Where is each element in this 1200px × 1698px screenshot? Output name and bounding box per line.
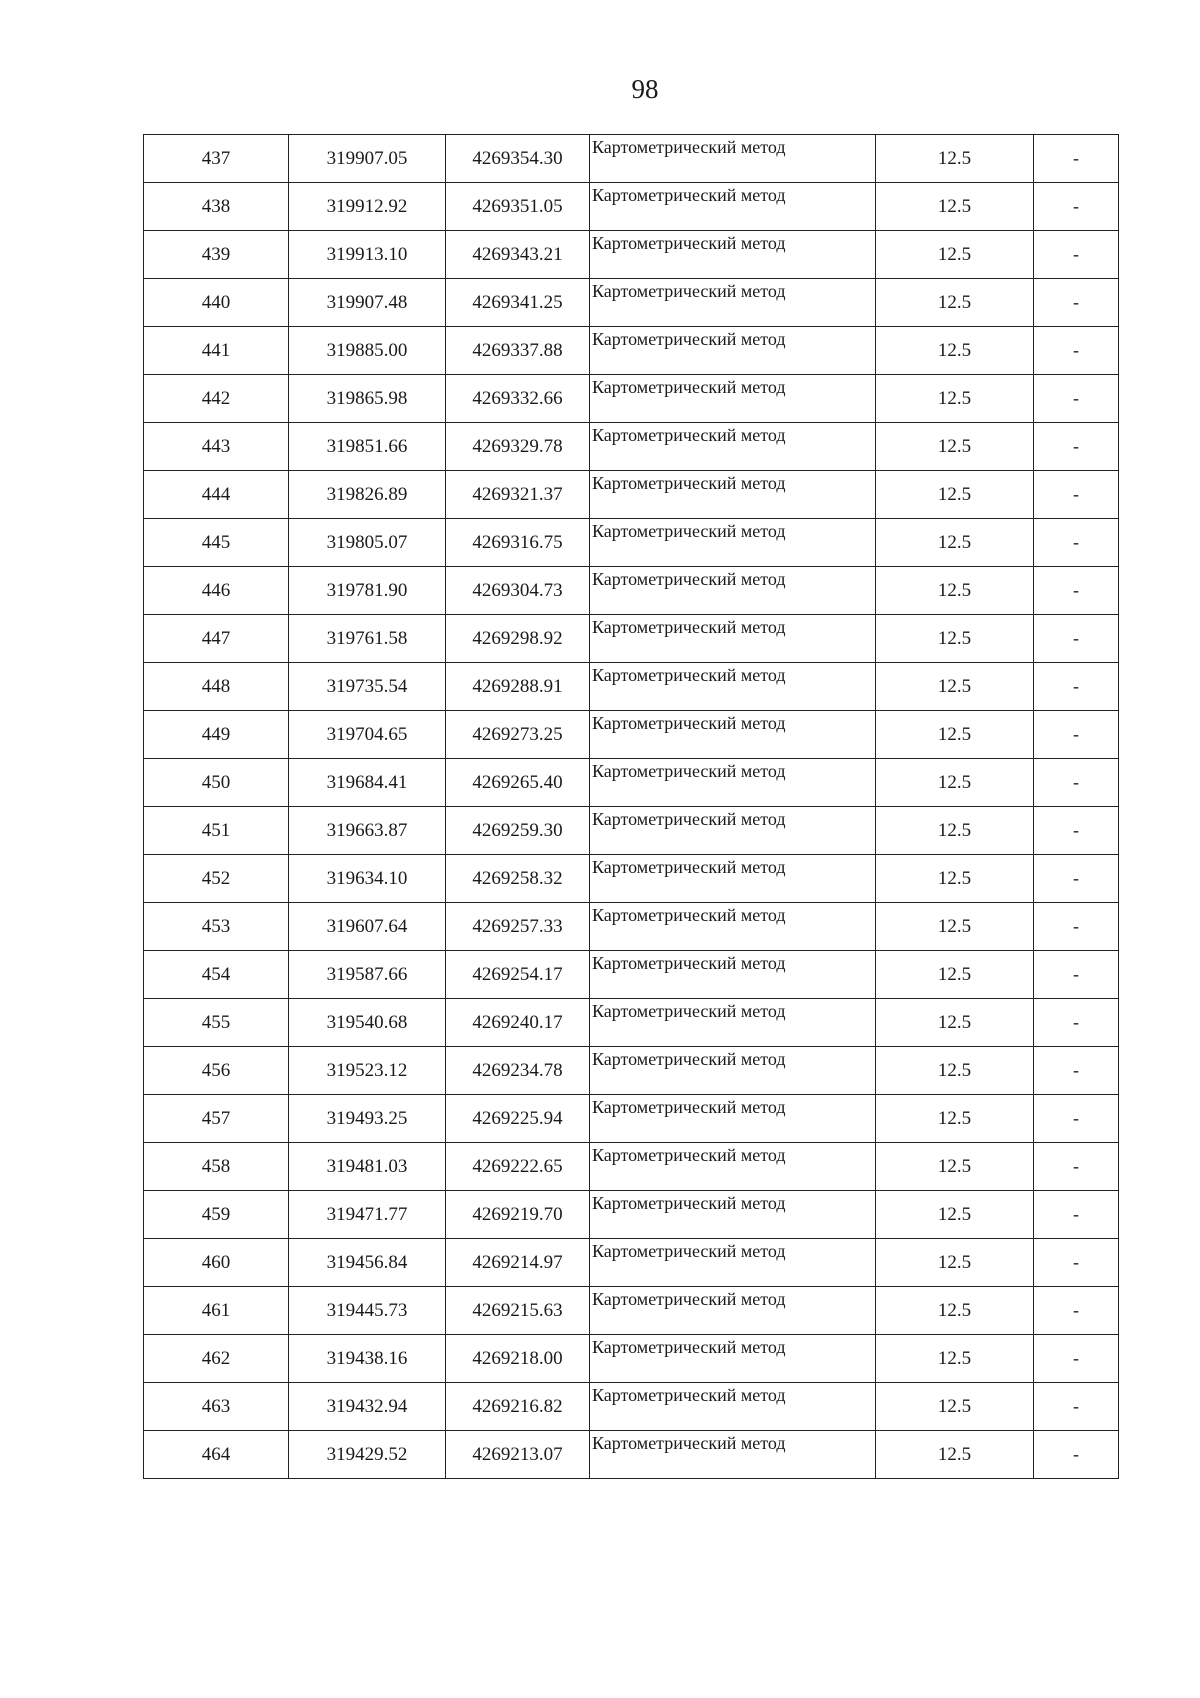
y-coordinate-cell: 4269240.17: [446, 999, 590, 1047]
point-number-cell: 461: [144, 1287, 289, 1335]
y-coordinate-cell: 4269329.78: [446, 423, 590, 471]
x-coordinate-cell: 319481.03: [289, 1143, 446, 1191]
y-coordinate-cell: 4269213.07: [446, 1431, 590, 1479]
method-cell: Картометрический метод: [590, 759, 876, 807]
method-cell: Картометрический метод: [590, 1383, 876, 1431]
point-number-cell: 446: [144, 567, 289, 615]
point-number-cell: 452: [144, 855, 289, 903]
y-coordinate-cell: 4269225.94: [446, 1095, 590, 1143]
table-row: [144, 1239, 1119, 1287]
method-cell: Картометрический метод: [590, 807, 876, 855]
x-coordinate-cell: 319429.52: [289, 1431, 446, 1479]
y-coordinate-cell: 4269258.32: [446, 855, 590, 903]
point-number-cell: 440: [144, 279, 289, 327]
y-coordinate-cell: 4269332.66: [446, 375, 590, 423]
note-cell: -: [1034, 567, 1119, 615]
accuracy-cell: 12.5: [876, 855, 1034, 903]
accuracy-cell: 12.5: [876, 231, 1034, 279]
y-coordinate-cell: 4269298.92: [446, 615, 590, 663]
y-coordinate-cell: 4269321.37: [446, 471, 590, 519]
point-number-cell: 455: [144, 999, 289, 1047]
table-row: [144, 1095, 1119, 1143]
note-cell: -: [1034, 231, 1119, 279]
x-coordinate-cell: 319912.92: [289, 183, 446, 231]
note-cell: -: [1034, 711, 1119, 759]
y-coordinate-cell: 4269254.17: [446, 951, 590, 999]
x-coordinate-cell: 319634.10: [289, 855, 446, 903]
accuracy-cell: 12.5: [876, 1047, 1034, 1095]
accuracy-cell: 12.5: [876, 1431, 1034, 1479]
method-cell: Картометрический метод: [590, 519, 876, 567]
note-cell: -: [1034, 1191, 1119, 1239]
y-coordinate-cell: 4269265.40: [446, 759, 590, 807]
method-cell: Картометрический метод: [590, 567, 876, 615]
method-cell: Картометрический метод: [590, 135, 876, 183]
method-cell: Картометрический метод: [590, 471, 876, 519]
table-row: [144, 1383, 1119, 1431]
table-row: [144, 135, 1119, 183]
method-cell: Картометрический метод: [590, 183, 876, 231]
table-row: [144, 615, 1119, 663]
point-number-cell: 447: [144, 615, 289, 663]
method-cell: Картометрический метод: [590, 903, 876, 951]
table-row: [144, 1143, 1119, 1191]
accuracy-cell: 12.5: [876, 951, 1034, 999]
method-cell: Картометрический метод: [590, 1431, 876, 1479]
table-row: [144, 711, 1119, 759]
point-number-cell: 464: [144, 1431, 289, 1479]
coordinates-table: [143, 134, 1119, 1479]
point-number-cell: 459: [144, 1191, 289, 1239]
table-row: [144, 903, 1119, 951]
point-number-cell: 454: [144, 951, 289, 999]
accuracy-cell: 12.5: [876, 1191, 1034, 1239]
point-number-cell: 462: [144, 1335, 289, 1383]
table-row: [144, 855, 1119, 903]
point-number-cell: 450: [144, 759, 289, 807]
note-cell: -: [1034, 327, 1119, 375]
method-cell: Картометрический метод: [590, 615, 876, 663]
note-cell: -: [1034, 759, 1119, 807]
x-coordinate-cell: 319907.05: [289, 135, 446, 183]
method-cell: Картометрический метод: [590, 231, 876, 279]
x-coordinate-cell: 319607.64: [289, 903, 446, 951]
accuracy-cell: 12.5: [876, 615, 1034, 663]
table-row: [144, 951, 1119, 999]
table-row: [144, 1287, 1119, 1335]
x-coordinate-cell: 319704.65: [289, 711, 446, 759]
table-row: [144, 1191, 1119, 1239]
method-cell: Картометрический метод: [590, 1335, 876, 1383]
method-cell: Картометрический метод: [590, 663, 876, 711]
accuracy-cell: 12.5: [876, 1095, 1034, 1143]
table-row: [144, 567, 1119, 615]
method-cell: Картометрический метод: [590, 711, 876, 759]
note-cell: -: [1034, 375, 1119, 423]
table-row: [144, 759, 1119, 807]
note-cell: -: [1034, 471, 1119, 519]
note-cell: -: [1034, 615, 1119, 663]
x-coordinate-cell: 319907.48: [289, 279, 446, 327]
method-cell: Картометрический метод: [590, 999, 876, 1047]
accuracy-cell: 12.5: [876, 567, 1034, 615]
point-number-cell: 439: [144, 231, 289, 279]
y-coordinate-cell: 4269214.97: [446, 1239, 590, 1287]
method-cell: Картометрический метод: [590, 423, 876, 471]
note-cell: -: [1034, 1431, 1119, 1479]
x-coordinate-cell: 319456.84: [289, 1239, 446, 1287]
y-coordinate-cell: 4269259.30: [446, 807, 590, 855]
note-cell: -: [1034, 519, 1119, 567]
method-cell: Картометрический метод: [590, 951, 876, 999]
accuracy-cell: 12.5: [876, 999, 1034, 1047]
accuracy-cell: 12.5: [876, 423, 1034, 471]
note-cell: -: [1034, 951, 1119, 999]
table-row: [144, 663, 1119, 711]
x-coordinate-cell: 319826.89: [289, 471, 446, 519]
point-number-cell: 449: [144, 711, 289, 759]
accuracy-cell: 12.5: [876, 711, 1034, 759]
accuracy-cell: 12.5: [876, 327, 1034, 375]
note-cell: -: [1034, 855, 1119, 903]
point-number-cell: 442: [144, 375, 289, 423]
note-cell: -: [1034, 999, 1119, 1047]
accuracy-cell: 12.5: [876, 903, 1034, 951]
method-cell: Картометрический метод: [590, 327, 876, 375]
point-number-cell: 445: [144, 519, 289, 567]
method-cell: Картометрический метод: [590, 855, 876, 903]
x-coordinate-cell: 319735.54: [289, 663, 446, 711]
table-row: [144, 1335, 1119, 1383]
point-number-cell: 444: [144, 471, 289, 519]
y-coordinate-cell: 4269222.65: [446, 1143, 590, 1191]
point-number-cell: 437: [144, 135, 289, 183]
accuracy-cell: 12.5: [876, 663, 1034, 711]
method-cell: Картометрический метод: [590, 1095, 876, 1143]
y-coordinate-cell: 4269343.21: [446, 231, 590, 279]
table-row: [144, 1047, 1119, 1095]
x-coordinate-cell: 319445.73: [289, 1287, 446, 1335]
table-row: [144, 807, 1119, 855]
x-coordinate-cell: 319781.90: [289, 567, 446, 615]
point-number-cell: 457: [144, 1095, 289, 1143]
accuracy-cell: 12.5: [876, 375, 1034, 423]
accuracy-cell: 12.5: [876, 1239, 1034, 1287]
note-cell: -: [1034, 1239, 1119, 1287]
x-coordinate-cell: 319432.94: [289, 1383, 446, 1431]
point-number-cell: 456: [144, 1047, 289, 1095]
note-cell: -: [1034, 663, 1119, 711]
note-cell: -: [1034, 1383, 1119, 1431]
method-cell: Картометрический метод: [590, 1191, 876, 1239]
note-cell: -: [1034, 423, 1119, 471]
point-number-cell: 458: [144, 1143, 289, 1191]
note-cell: -: [1034, 1335, 1119, 1383]
note-cell: -: [1034, 183, 1119, 231]
x-coordinate-cell: 319493.25: [289, 1095, 446, 1143]
x-coordinate-cell: 319663.87: [289, 807, 446, 855]
accuracy-cell: 12.5: [876, 1143, 1034, 1191]
accuracy-cell: 12.5: [876, 183, 1034, 231]
x-coordinate-cell: 319885.00: [289, 327, 446, 375]
point-number-cell: 460: [144, 1239, 289, 1287]
method-cell: Картометрический метод: [590, 1143, 876, 1191]
x-coordinate-cell: 319865.98: [289, 375, 446, 423]
y-coordinate-cell: 4269216.82: [446, 1383, 590, 1431]
table-row: [144, 423, 1119, 471]
point-number-cell: 438: [144, 183, 289, 231]
x-coordinate-cell: 319438.16: [289, 1335, 446, 1383]
point-number-cell: 448: [144, 663, 289, 711]
x-coordinate-cell: 319805.07: [289, 519, 446, 567]
accuracy-cell: 12.5: [876, 471, 1034, 519]
note-cell: -: [1034, 279, 1119, 327]
method-cell: Картометрический метод: [590, 375, 876, 423]
table-row: [144, 183, 1119, 231]
table-row: [144, 471, 1119, 519]
note-cell: -: [1034, 1095, 1119, 1143]
point-number-cell: 441: [144, 327, 289, 375]
y-coordinate-cell: 4269351.05: [446, 183, 590, 231]
x-coordinate-cell: 319851.66: [289, 423, 446, 471]
page-number: 98: [631, 74, 659, 104]
method-cell: Картометрический метод: [590, 1239, 876, 1287]
point-number-cell: 453: [144, 903, 289, 951]
note-cell: -: [1034, 807, 1119, 855]
table-row: [144, 231, 1119, 279]
y-coordinate-cell: 4269234.78: [446, 1047, 590, 1095]
y-coordinate-cell: 4269257.33: [446, 903, 590, 951]
accuracy-cell: 12.5: [876, 807, 1034, 855]
x-coordinate-cell: 319587.66: [289, 951, 446, 999]
accuracy-cell: 12.5: [876, 1287, 1034, 1335]
x-coordinate-cell: 319523.12: [289, 1047, 446, 1095]
table-row: [144, 375, 1119, 423]
y-coordinate-cell: 4269316.75: [446, 519, 590, 567]
accuracy-cell: 12.5: [876, 519, 1034, 567]
table-row: [144, 519, 1119, 567]
accuracy-cell: 12.5: [876, 135, 1034, 183]
point-number-cell: 451: [144, 807, 289, 855]
x-coordinate-cell: 319913.10: [289, 231, 446, 279]
x-coordinate-cell: 319471.77: [289, 1191, 446, 1239]
y-coordinate-cell: 4269304.73: [446, 567, 590, 615]
table-row: [144, 279, 1119, 327]
method-cell: Картометрический метод: [590, 1047, 876, 1095]
point-number-cell: 463: [144, 1383, 289, 1431]
accuracy-cell: 12.5: [876, 759, 1034, 807]
note-cell: -: [1034, 903, 1119, 951]
note-cell: -: [1034, 135, 1119, 183]
method-cell: Картометрический метод: [590, 1287, 876, 1335]
method-cell: Картометрический метод: [590, 279, 876, 327]
note-cell: -: [1034, 1143, 1119, 1191]
point-number-cell: 443: [144, 423, 289, 471]
x-coordinate-cell: 319761.58: [289, 615, 446, 663]
table-row: [144, 999, 1119, 1047]
y-coordinate-cell: 4269337.88: [446, 327, 590, 375]
y-coordinate-cell: 4269218.00: [446, 1335, 590, 1383]
x-coordinate-cell: 319540.68: [289, 999, 446, 1047]
y-coordinate-cell: 4269288.91: [446, 663, 590, 711]
y-coordinate-cell: 4269273.25: [446, 711, 590, 759]
note-cell: -: [1034, 1287, 1119, 1335]
table-row: [144, 1431, 1119, 1479]
accuracy-cell: 12.5: [876, 1383, 1034, 1431]
y-coordinate-cell: 4269341.25: [446, 279, 590, 327]
x-coordinate-cell: 319684.41: [289, 759, 446, 807]
accuracy-cell: 12.5: [876, 279, 1034, 327]
y-coordinate-cell: 4269215.63: [446, 1287, 590, 1335]
y-coordinate-cell: 4269219.70: [446, 1191, 590, 1239]
y-coordinate-cell: 4269354.30: [446, 135, 590, 183]
table-row: [144, 327, 1119, 375]
accuracy-cell: 12.5: [876, 1335, 1034, 1383]
note-cell: -: [1034, 1047, 1119, 1095]
coordinates-table-body: [144, 135, 1119, 1479]
